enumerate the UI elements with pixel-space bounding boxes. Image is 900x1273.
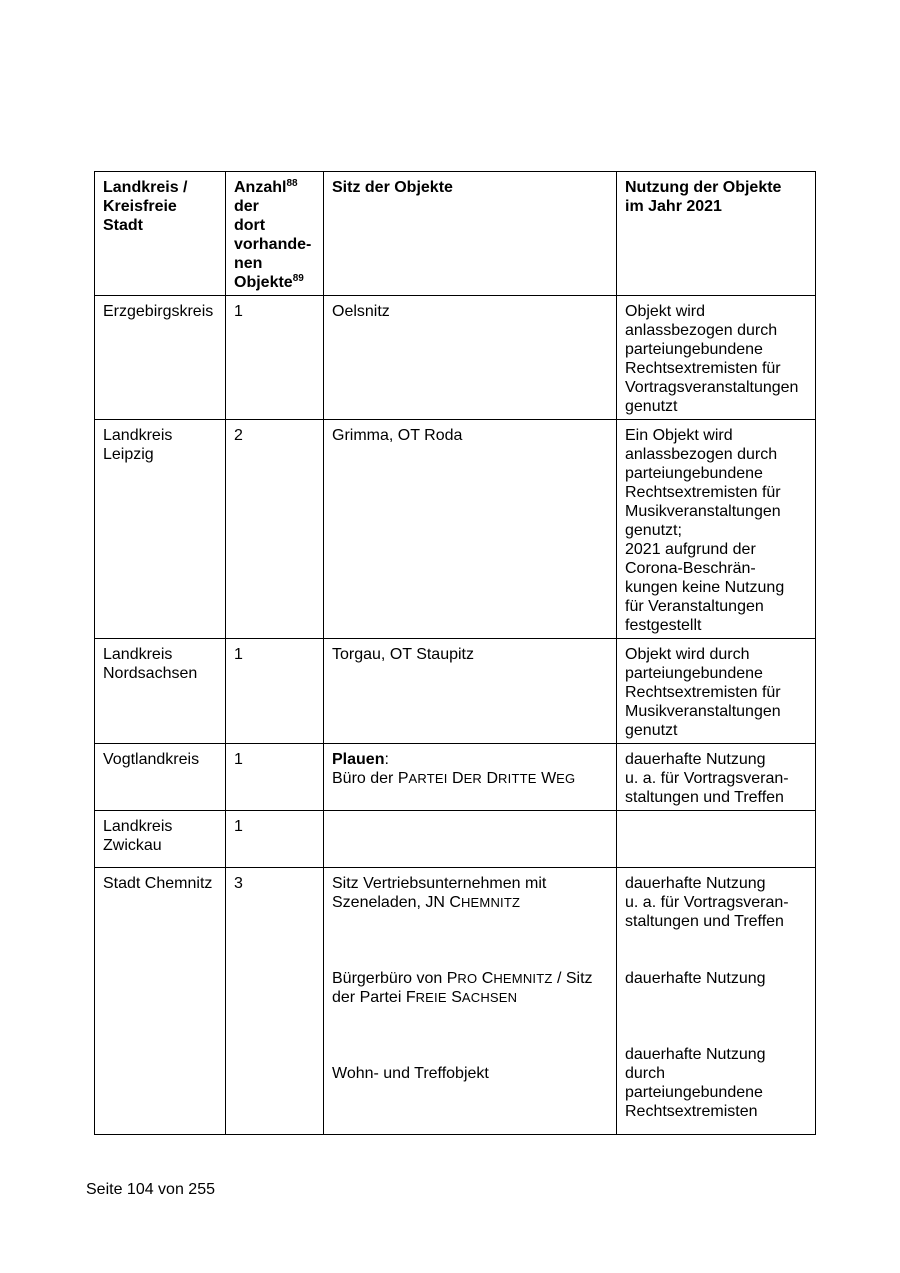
- header-count: Anzahl$^{88}$ der dort vorhande- nen Objekte$^{89}$: [226, 172, 324, 296]
- header-location: Sitz der Objekte: [324, 172, 617, 296]
- table-row: [95, 639, 816, 744]
- count-cell: 1: [226, 296, 324, 420]
- table-header-row: [95, 172, 816, 296]
- district-cell: Vogtlandkreis: [95, 744, 226, 811]
- district-cell: Erzgebirgskreis: [95, 296, 226, 420]
- party-name: Büro der PARTEI DER DRITTE WEG: [332, 770, 576, 787]
- table-row: [95, 296, 816, 420]
- district-cell: Stadt Chemnitz: [95, 868, 226, 1135]
- objects-table: [94, 171, 816, 1135]
- usage-entry: dauerhafte Nutzung durch parteiungebundene Rechtsextremisten: [625, 1046, 766, 1120]
- location-cell: [324, 868, 617, 1135]
- usage-cell: Ein Objekt wird anlassbezogen durch parteiungebundene Rechtsextremisten für Musikveranstaltungen genutzt; 2021 aufgrund der Corona-Beschrän- kungen keine Nutzung für Veranstaltungen festgestellt: [617, 420, 816, 639]
- location-cell: [324, 811, 617, 868]
- table-row: [95, 811, 816, 868]
- count-cell: 1: [226, 744, 324, 811]
- location-cell: Torgau, OT Staupitz: [324, 639, 617, 744]
- usage-cell: [617, 868, 816, 1135]
- header-usage: Nutzung der Objekte im Jahr 2021: [617, 172, 816, 296]
- district-cell: Landkreis Leipzig: [95, 420, 226, 639]
- district-cell: Landkreis Zwickau: [95, 811, 226, 868]
- header-district: Landkreis / Kreisfreie Stadt: [95, 172, 226, 296]
- page-number: Seite 104 von 255: [86, 1181, 215, 1198]
- location-entry: Bürgerbüro von PRO CHEMNITZ / Sitz der Partei FREIE SACHSEN: [332, 970, 593, 1006]
- footnote-ref-89: 89: [292, 273, 304, 284]
- location-cell: Grimma, OT Roda: [324, 420, 617, 639]
- usage-cell: Objekt wird anlassbezogen durch parteiungebundene Rechtsextremisten für Vortragsveranstaltungen genutzt: [617, 296, 816, 420]
- location-entry: Wohn- und Treffobjekt: [332, 1065, 489, 1082]
- location-cell: Oelsnitz: [324, 296, 617, 420]
- count-cell: 1: [226, 639, 324, 744]
- usage-entry: dauerhafte Nutzung u. a. für Vortragsveran- staltungen und Treffen: [625, 875, 789, 930]
- table-row: [95, 420, 816, 639]
- usage-cell: Objekt wird durch parteiungebundene Rechtsextremisten für Musikveranstaltungen genutzt: [617, 639, 816, 744]
- footnote-ref-88: 88: [286, 178, 298, 189]
- location-cell: Plauen: Büro der PARTEI DER DRITTE WEG: [324, 744, 617, 811]
- usage-cell: dauerhafte Nutzung u. a. für Vortragsveran- staltungen und Treffen: [617, 744, 816, 811]
- usage-cell: [617, 811, 816, 868]
- table-row: [95, 868, 816, 1135]
- usage-entry: dauerhafte Nutzung: [625, 970, 766, 987]
- table-row: [95, 744, 816, 811]
- count-cell: 3: [226, 868, 324, 1135]
- count-cell: 2: [226, 420, 324, 639]
- count-cell: 1: [226, 811, 324, 868]
- district-cell: Landkreis Nordsachsen: [95, 639, 226, 744]
- location-entry: Sitz Vertriebsunternehmen mit Szeneladen, JN CHEMNITZ: [332, 875, 547, 911]
